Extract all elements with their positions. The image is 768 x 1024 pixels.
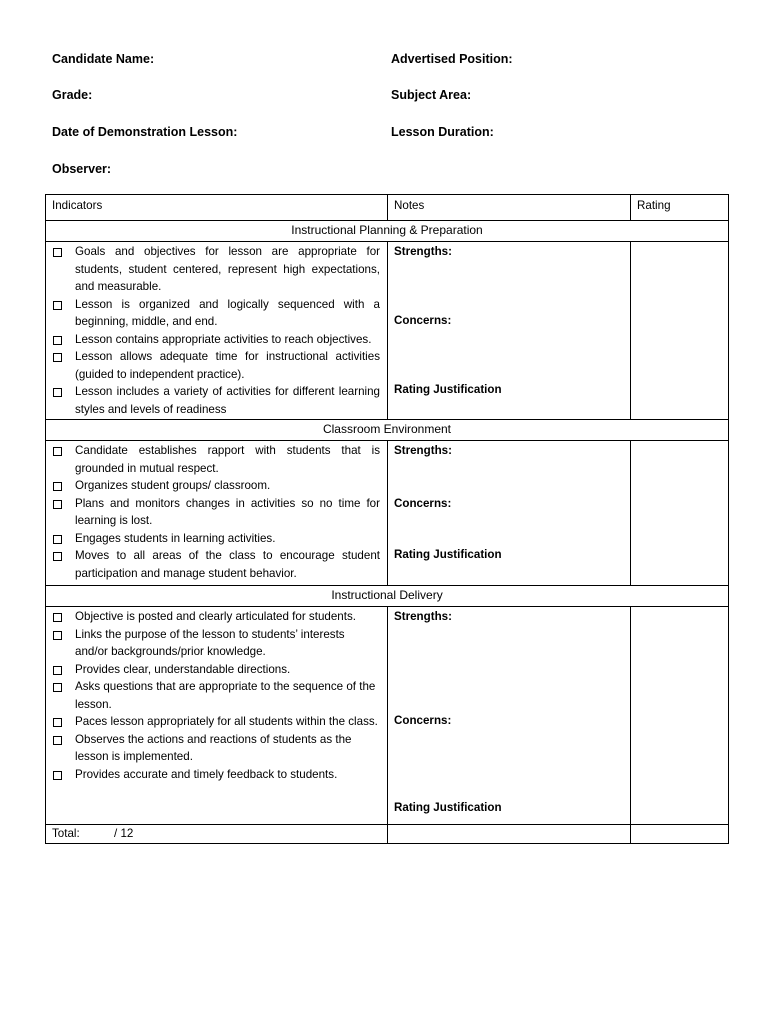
rating-justification-label: Rating Justification [394,383,502,396]
rating-cell[interactable] [631,607,729,825]
advertised-position-label: Advertised Position: [391,52,513,66]
indicator-text: Plans and monitors changes in activities so no time for learning is lost. [75,496,380,527]
indicator-text: Paces lesson appropriately for all students within the class. [75,715,378,728]
rating-header: Rating [631,195,729,221]
checkbox-icon[interactable] [53,336,62,345]
total-row [46,825,729,844]
indicator-text: Lesson includes a variety of activities for different learning styles and levels of readiness [75,385,380,416]
indicator-text: Provides clear, understandable directions. [75,662,291,676]
indicator-text: Provides accurate and timely feedback to students. [75,767,338,781]
section-title-delivery: Instructional Delivery [46,586,729,607]
section-heading-row [46,221,729,242]
section-title-environment: Classroom Environment [46,420,729,441]
lesson-duration-label: Lesson Duration: [391,125,494,139]
section-heading-row [46,420,729,441]
indicator-text: Lesson is organized and logically sequenced with a beginning, middle, and end. [75,297,380,328]
indicator-text: Organizes student groups/ classroom. [75,479,271,492]
section-heading-row [46,586,729,607]
list-item [51,348,380,383]
list-item [51,383,380,418]
section-body-delivery [46,607,729,825]
list-item [51,678,380,713]
checkbox-icon[interactable] [53,718,62,727]
notes-cell[interactable] [388,441,631,586]
list-item [51,495,380,530]
checkbox-icon[interactable] [53,771,62,780]
notes-header: Notes [388,195,631,221]
indicator-text: Candidate establishes rapport with students that is grounded in mutual respect. [75,444,380,475]
rating-justification-label: Rating Justification [394,548,502,561]
indicator-text: Engages students in learning activities. [75,531,276,545]
list-item [51,713,380,731]
observer-label: Observer: [52,162,112,176]
list-item [51,331,380,349]
evaluation-table [45,194,729,844]
checkbox-icon[interactable] [53,353,62,362]
section-body-environment [46,441,729,586]
strengths-label: Strengths: [394,444,452,457]
concerns-label: Concerns: [394,314,452,327]
total-max: / 12 [114,827,134,840]
demonstration-date-label: Date of Demonstration Lesson: [52,125,238,139]
checkbox-icon[interactable] [53,388,62,397]
column-header-row [46,195,729,221]
list-item [51,766,380,784]
indicator-list [46,607,388,825]
section-body-planning [46,242,729,420]
rating-justification-label: Rating Justification [394,801,502,814]
checkbox-icon[interactable] [53,301,62,310]
list-item [51,477,380,495]
total-label: Total: [52,827,80,840]
concerns-label: Concerns: [394,714,452,727]
indicator-text: Lesson contains appropriate activities to reach objectives. [75,332,372,346]
strengths-label: Strengths: [394,610,452,623]
rating-cell[interactable] [631,441,729,586]
checkbox-icon[interactable] [53,736,62,745]
checkbox-icon[interactable] [53,552,62,561]
list-item [51,243,380,296]
list-item [51,661,380,679]
indicator-text: Moves to all areas of the class to encourage student participation and manage student behavior. [75,549,380,580]
concerns-label: Concerns: [394,497,452,510]
checkbox-icon[interactable] [53,248,62,257]
checkbox-icon[interactable] [53,535,62,544]
indicator-text: Links the purpose of the lesson to students’ interests and/or backgrounds/prior knowledge. [75,627,345,658]
candidate-name-label: Candidate Name: [52,52,155,66]
list-item [51,731,380,766]
checkbox-icon[interactable] [53,683,62,692]
checkbox-icon[interactable] [53,482,62,491]
total-rating-cell[interactable] [631,825,729,844]
subject-area-label: Subject Area: [391,88,472,102]
notes-cell[interactable] [388,607,631,825]
list-item [51,547,380,582]
indicator-text: Observes the actions and reactions of students as the lesson is implemented. [75,732,352,763]
indicator-list [46,242,388,420]
indicator-text: Objective is posted and clearly articulated for students. [75,610,356,623]
indicators-header: Indicators [46,195,388,221]
total-notes-cell[interactable] [388,825,631,844]
indicator-text: Lesson allows adequate time for instructional activities (guided to independent practice). [75,350,380,381]
checkbox-icon[interactable] [53,666,62,675]
list-item [51,296,380,331]
checkbox-icon[interactable] [53,500,62,509]
indicator-text: Asks questions that are appropriate to the sequence of the lesson. [75,680,376,711]
strengths-label: Strengths: [394,245,452,258]
notes-cell[interactable] [388,242,631,420]
grade-label: Grade: [52,88,93,102]
list-item [51,626,380,661]
checkbox-icon[interactable] [53,447,62,456]
indicator-list [46,441,388,586]
rating-cell[interactable] [631,242,729,420]
list-item [51,608,380,626]
indicator-text: Goals and objectives for lesson are appropriate for students, student centered, represent high expectations, and measurable. [75,245,380,293]
list-item [51,442,380,477]
checkbox-icon[interactable] [53,613,62,622]
checkbox-icon[interactable] [53,631,62,640]
total-cell [46,825,388,844]
section-title-planning: Instructional Planning & Preparation [46,221,729,242]
list-item [51,530,380,548]
